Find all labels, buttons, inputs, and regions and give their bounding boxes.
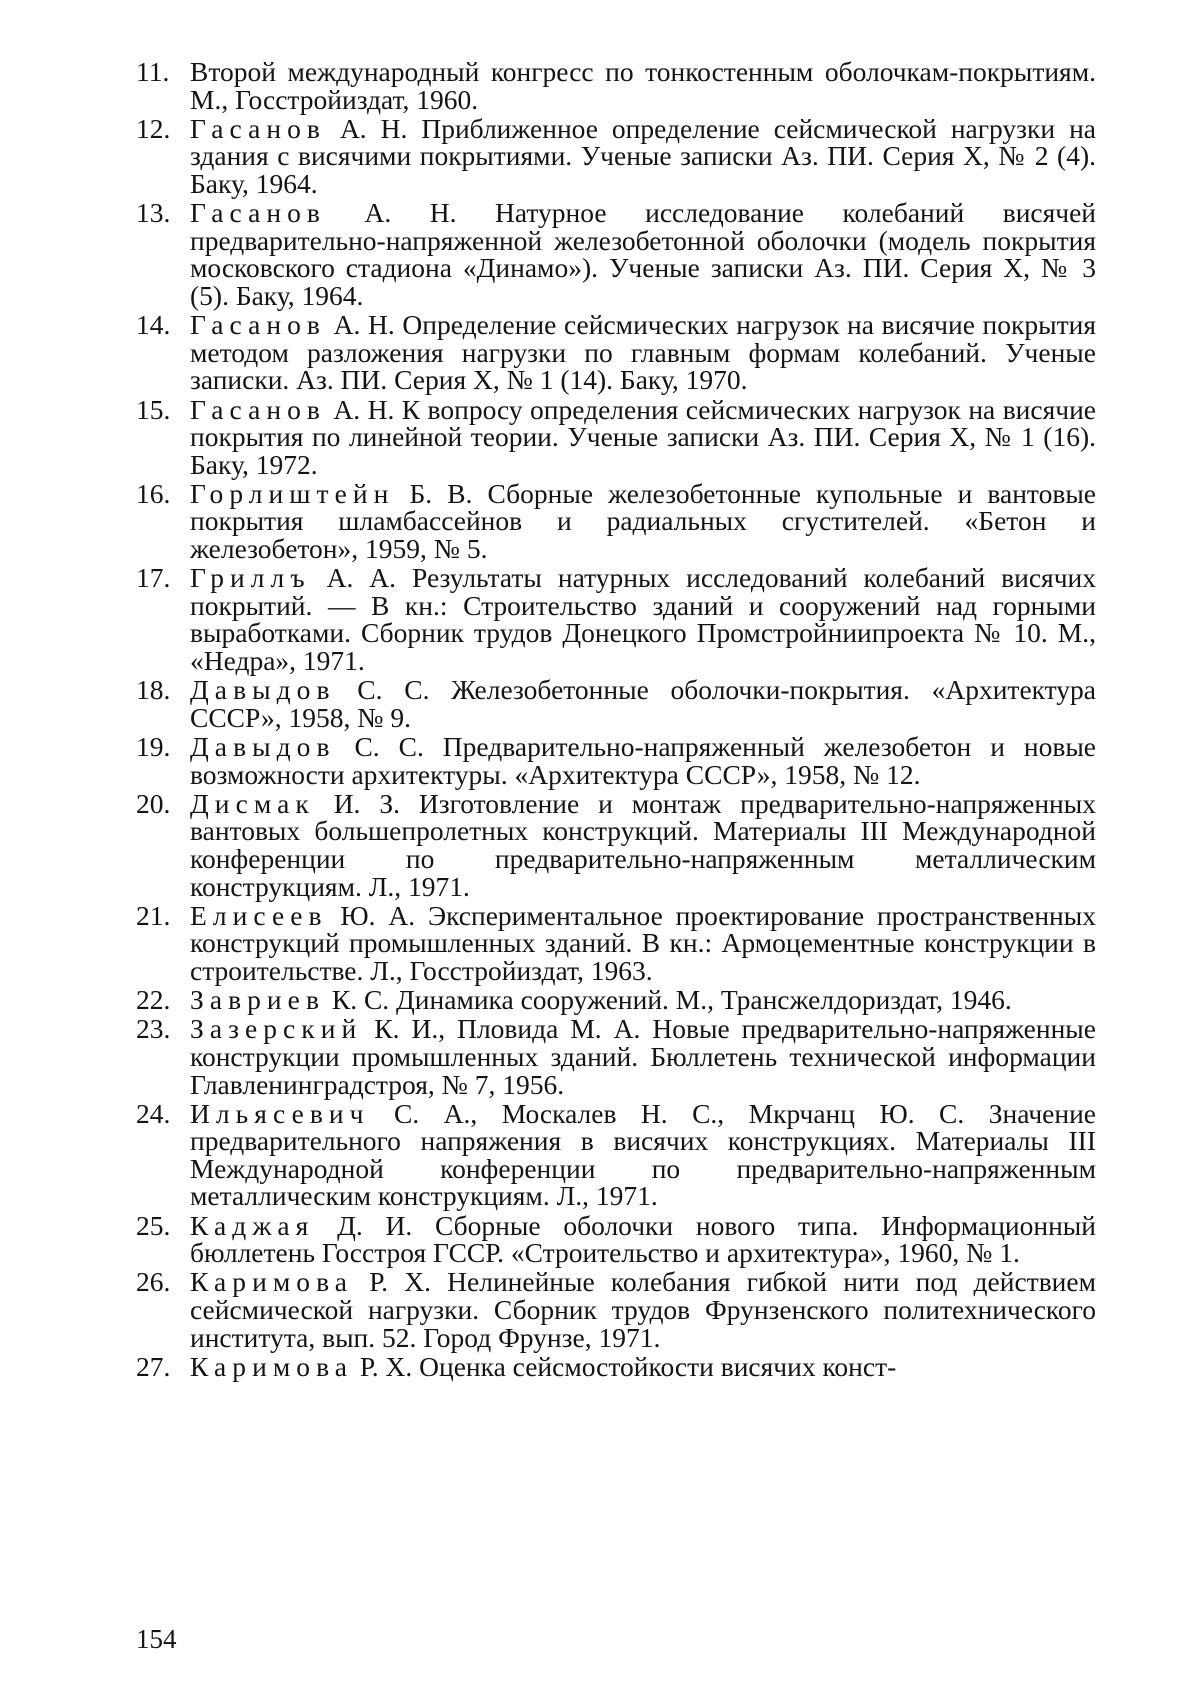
reference-number: 21. — [136, 899, 171, 931]
reference-author: Ильясевич — [190, 1097, 370, 1129]
reference-text: Р. Х. Нелинейные колебания гибкой нити под действием сейсмической нагрузки. Сборник трудов Фрунзенского политехнического института, вып. 52. Город Фрунзе, 1971. — [190, 1266, 1096, 1353]
reference-item — [136, 199, 1096, 309]
reference-text: К. И., Пловида М. А. Новые предварительно-напряженные конструкции промышленных зданий. Бюллетень технической информации Главленинградстроя, № 7, 1956. — [190, 1013, 1096, 1100]
reference-number: 17. — [136, 562, 171, 594]
reference-number: 15. — [136, 393, 171, 425]
reference-author: Горлиштейн — [190, 477, 395, 509]
reference-author: Каджая — [190, 1209, 315, 1241]
reference-text: И. З. Изготовление и монтаж предварительно-напряженных вантовых большепролетных конструкций. Материалы III Международной конференции по предварительно-напряженным металлическим конструкциям. Л., 1971. — [190, 787, 1096, 902]
reference-number: 22. — [136, 984, 171, 1016]
reference-author: Гриллъ — [190, 562, 311, 594]
reference-author: Зазерский — [190, 1013, 363, 1045]
reference-item — [136, 477, 1096, 565]
reference-item — [136, 676, 1096, 731]
reference-item — [136, 1015, 1096, 1098]
reference-text: А. Н. Натурное исследование колебаний висячей предварительно-напряженной железобетонной оболочки (модель покрытия московского стадиона «Динамо»). Ученые записки Аз. ПИ. Серия X, № 3 (5). Баку, 1964. — [190, 197, 1097, 311]
reference-number: 11. — [136, 56, 170, 87]
reference-body — [190, 477, 1096, 565]
reference-body — [190, 1350, 1096, 1382]
reference-author: Каримова — [190, 1266, 354, 1298]
reference-item — [136, 787, 1096, 902]
reference-body — [190, 112, 1096, 199]
reference-number: 26. — [136, 1266, 171, 1298]
reference-text: С. С. Предварительно-напряженный железобетон и новые возможности архитектуры. «Архитектура СССР», 1958, № 12. — [190, 731, 1096, 790]
reference-item — [136, 311, 1096, 394]
reference-item — [136, 112, 1096, 199]
reference-text: С. А., Москалев Н. С., Мкрчанц Ю. С. Значение предварительного напряжения в висячих конструкциях. Материалы III Международной конференции по предварительно-напряженным металлическим конструкциям. Л., 1971. — [190, 1097, 1096, 1212]
reference-text: Ю. А. Экспериментальное проектирование пространственных конструкций промышленных зданий. В кн.: Армоцементные конструкции в строительстве. Л., Госстройиздат, 1963. — [190, 899, 1096, 986]
reference-item — [136, 733, 1096, 788]
reference-item — [136, 1097, 1096, 1212]
reference-body — [190, 562, 1096, 677]
reference-number: 23. — [136, 1013, 171, 1045]
reference-number: 14. — [136, 309, 171, 341]
reference-item — [136, 986, 1096, 1014]
reference-author: Дисмак — [190, 787, 315, 819]
reference-number: 18. — [136, 674, 171, 706]
reference-author: Завриев — [190, 984, 325, 1016]
reference-body — [190, 986, 1096, 1014]
reference-author: Елисеев — [190, 899, 328, 931]
reference-body — [190, 733, 1096, 788]
reference-text: К. С. Динамика сооружений. М., Трансжелдориздат, 1946. — [331, 984, 1012, 1016]
reference-body — [190, 1097, 1096, 1212]
reference-item — [136, 58, 1096, 113]
reference-item — [136, 562, 1096, 677]
reference-number: 20. — [136, 787, 171, 819]
reference-author: Каримова — [190, 1350, 354, 1382]
reference-body — [190, 787, 1096, 902]
reference-text: Д. И. Сборные оболочки нового типа. Информационный бюллетень Госстроя ГССР. «Строительство и архитектура», 1960, № 1. — [190, 1209, 1096, 1269]
reference-text: А. Н. К вопросу определения сейсмических нагрузок на висячие покрытия по линейной теории. Ученые записки Аз. ПИ. Серия X, № 1 (16). Баку, 1972. — [190, 393, 1096, 480]
reference-body — [190, 311, 1096, 394]
reference-text: С. С. Железобетонные оболочки-покрытия. «Архитектура СССР», 1958, № 9. — [190, 674, 1097, 733]
reference-author: Гасанов — [190, 197, 326, 229]
reference-item — [136, 899, 1096, 986]
reference-body — [190, 1015, 1096, 1098]
reference-body — [190, 58, 1096, 113]
reference-number: 27. — [136, 1350, 171, 1382]
reference-text: Р. Х. Оценка сейсмостойкости висячих конст- — [359, 1350, 897, 1382]
reference-number: 12. — [136, 112, 171, 144]
reference-item — [136, 1209, 1096, 1269]
reference-body — [190, 199, 1096, 309]
reference-item — [136, 1350, 1096, 1382]
reference-body — [190, 899, 1096, 986]
reference-body — [190, 676, 1096, 731]
page-number: 154 — [136, 1624, 177, 1654]
reference-text: Б. В. Сборные железобетонные купольные и вантовые покрытия шламбассейнов и радиальных сгустителей. «Бетон и железобетон», 1959, № 5. — [190, 477, 1096, 565]
reference-author: Давыдов — [190, 731, 336, 762]
reference-body — [190, 393, 1096, 480]
reference-item — [136, 393, 1096, 480]
reference-author: Давыдов — [190, 674, 336, 706]
reference-item — [136, 1268, 1096, 1351]
reference-number: 25. — [136, 1209, 171, 1241]
reference-text: А. Н. Определение сейсмических нагрузок на висячие покрытия методом разложения нагрузки по главным формам колебаний. Ученые записки. Аз. ПИ. Серия X, № 1 (14). Баку, 1970. — [190, 309, 1096, 396]
reference-list — [136, 58, 1096, 1382]
reference-number: 19. — [136, 731, 171, 762]
reference-body — [190, 1209, 1096, 1269]
reference-body — [190, 1268, 1096, 1351]
reference-author: Гасанов — [190, 309, 326, 341]
reference-text: А. Н. Приближенное определение сейсмической нагрузки на здания с висячими покрытиями. Ученые записки Аз. ПИ. Серия X, № 2 (4). Баку, 1964. — [190, 112, 1096, 199]
reference-text: Второй международный конгресс по тонкостенным оболочкам-покрытиям. М., Госстройиздат, 1960. — [190, 56, 1096, 115]
reference-number: 13. — [136, 197, 171, 229]
reference-number: 16. — [136, 477, 171, 509]
reference-author: Гасанов — [190, 112, 326, 144]
reference-text: А. А. Результаты натурных исследований колебаний висячих покрытий. — В кн.: Строительство зданий и сооружений над горными выработками. Сборник трудов Донецкого Промстройниипроекта № 10. М., «Недра», 1971. — [190, 562, 1096, 677]
reference-author: Гасанов — [190, 393, 326, 425]
reference-number: 24. — [136, 1097, 171, 1129]
